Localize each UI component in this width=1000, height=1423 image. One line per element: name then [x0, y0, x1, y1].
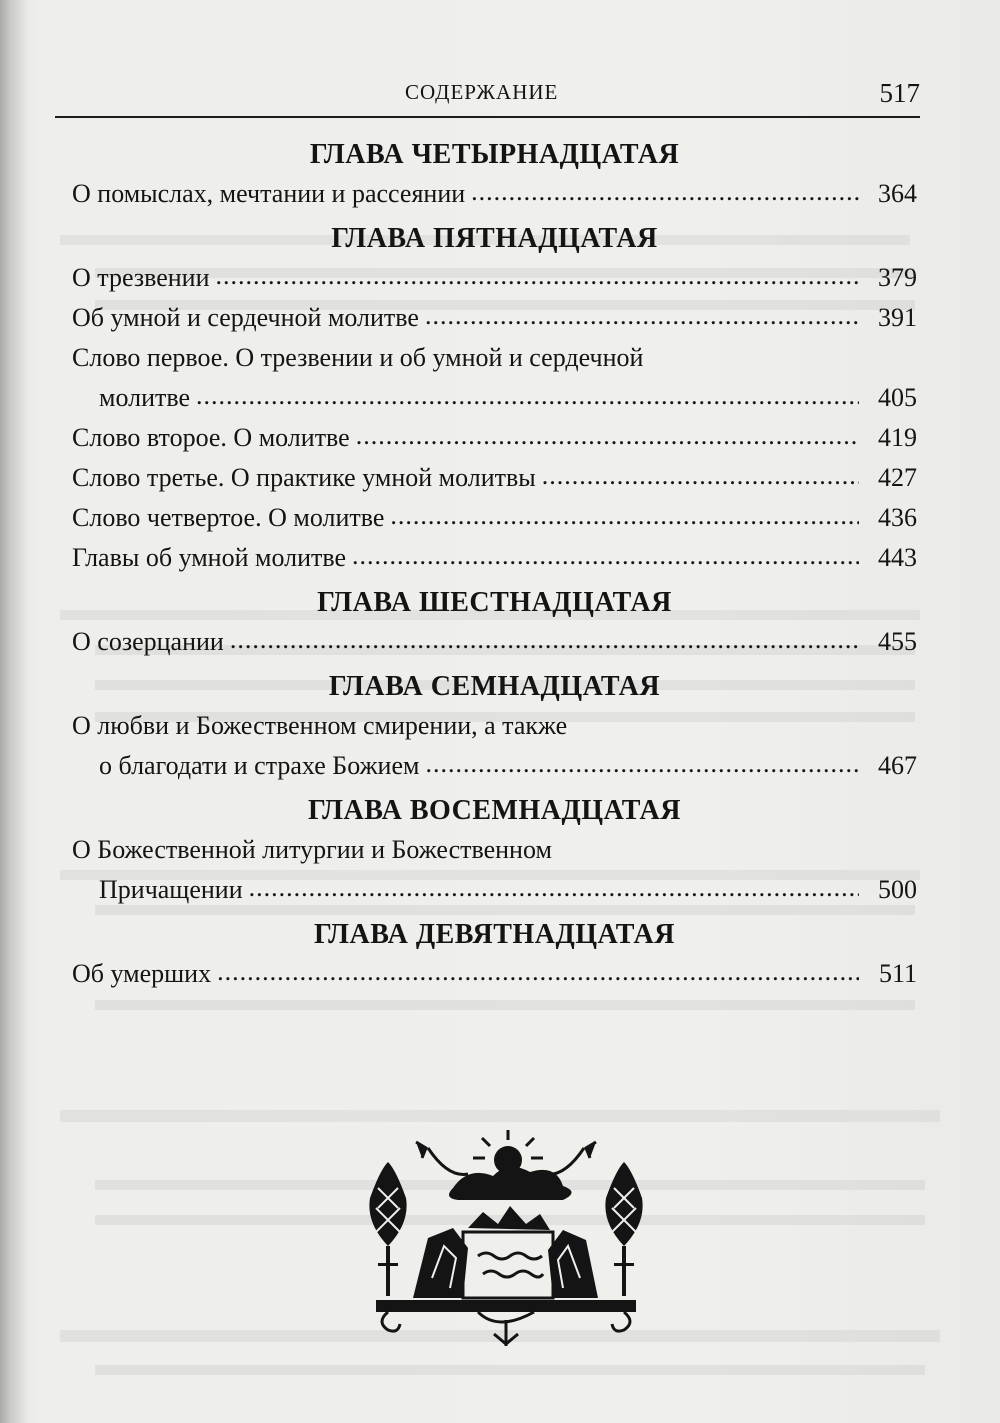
entry-title-continued: Причащении	[99, 875, 243, 904]
entry-page: 427	[878, 463, 917, 492]
toc-section	[72, 130, 917, 214]
spine-shadow	[0, 0, 28, 1423]
dot-leader	[425, 744, 859, 784]
entry-title: О любви и Божественном смирении, а также	[72, 711, 568, 740]
toc-section	[72, 214, 917, 578]
toc-section	[72, 578, 917, 662]
chapter-heading: ГЛАВА ПЯТНАДЦАТАЯ	[331, 223, 658, 254]
toc-section	[72, 786, 917, 910]
mountains-icon	[413, 1206, 598, 1298]
header-title: СОДЕРЖАНИЕ	[405, 80, 559, 104]
chapter-heading: ГЛАВА СЕМНАДЦАТАЯ	[328, 671, 661, 702]
entry-page: 391	[878, 303, 917, 332]
entry-page: 419	[878, 423, 917, 452]
entry-title: Главы об умной молитве	[72, 543, 347, 572]
dot-leader	[352, 536, 859, 576]
toc-entry	[72, 954, 917, 994]
chapter-heading: ГЛАВА ВОСЕМНАДЦАТАЯ	[308, 795, 681, 826]
entry-page: 455	[878, 627, 917, 656]
toc-entry	[72, 418, 917, 458]
toc-entry	[72, 258, 917, 298]
dot-leader	[425, 296, 859, 336]
entry-page: 436	[878, 503, 917, 532]
page-number: 517	[879, 78, 920, 108]
toc-entry	[72, 174, 917, 214]
entry-title: О Божественной литургии и Божественном	[72, 835, 552, 864]
toc-entry	[72, 830, 917, 910]
chapter-heading: ГЛАВА ШЕСТНАДЦАТАЯ	[317, 587, 672, 618]
toc-entry	[72, 538, 917, 578]
toc-entry	[72, 458, 917, 498]
running-header	[55, 72, 920, 122]
toc-entry	[72, 706, 917, 786]
dot-leader	[216, 256, 860, 296]
entry-title: О помыслах, мечтании и рассеянии	[72, 179, 466, 208]
cloud-icon	[449, 1167, 572, 1200]
entry-title-continued: молитве	[99, 383, 191, 412]
dot-leader	[217, 952, 859, 992]
chapter-heading: ГЛАВА ДЕВЯТНАДЦАТАЯ	[314, 919, 675, 950]
landscape-vignette-icon	[358, 1128, 654, 1350]
entry-page: 405	[878, 383, 917, 412]
toc-entry	[72, 622, 917, 662]
entry-page: 443	[878, 543, 917, 572]
base-scrolls	[382, 1312, 630, 1346]
entry-title: О трезвении	[72, 263, 210, 292]
toc-section	[72, 910, 917, 994]
toc-section	[72, 662, 917, 786]
dot-leader	[249, 868, 859, 908]
dot-leader	[230, 620, 859, 660]
entry-title: Слово второе. О молитве	[72, 423, 350, 452]
toc-entry	[72, 338, 917, 418]
dot-leader	[542, 456, 859, 496]
dot-leader	[390, 496, 859, 536]
chapter-heading: ГЛАВА ЧЕТЫРНАДЦАТАЯ	[309, 139, 680, 170]
entry-page: 500	[878, 875, 917, 904]
entry-title: Об умной и сердечной молитве	[72, 303, 419, 332]
entry-page: 467	[878, 751, 917, 780]
entry-title: Об умерших	[72, 959, 212, 988]
right-tree-icon	[605, 1162, 642, 1296]
entry-title: Слово четвертое. О молитве	[72, 503, 385, 532]
entry-page: 379	[878, 263, 917, 292]
header-rule	[55, 116, 920, 118]
toc-entry	[72, 298, 917, 338]
entry-page: 364	[878, 179, 917, 208]
dot-leader	[356, 416, 859, 456]
entry-title: Слово первое. О трезвении и об умной и сердечной	[72, 343, 644, 372]
entry-title: Слово третье. О практике умной молитвы	[72, 463, 536, 492]
dot-leader	[196, 376, 859, 416]
left-tree-icon	[369, 1162, 406, 1296]
entry-page: 511	[878, 959, 917, 988]
entry-title-continued: о благодати и страхе Божием	[99, 751, 420, 780]
table-of-contents	[72, 130, 917, 994]
entry-title: О созерцании	[72, 627, 224, 656]
dot-leader	[471, 172, 859, 212]
vignette-base	[376, 1300, 636, 1312]
toc-entry	[72, 498, 917, 538]
water-waves-icon	[478, 1253, 543, 1277]
